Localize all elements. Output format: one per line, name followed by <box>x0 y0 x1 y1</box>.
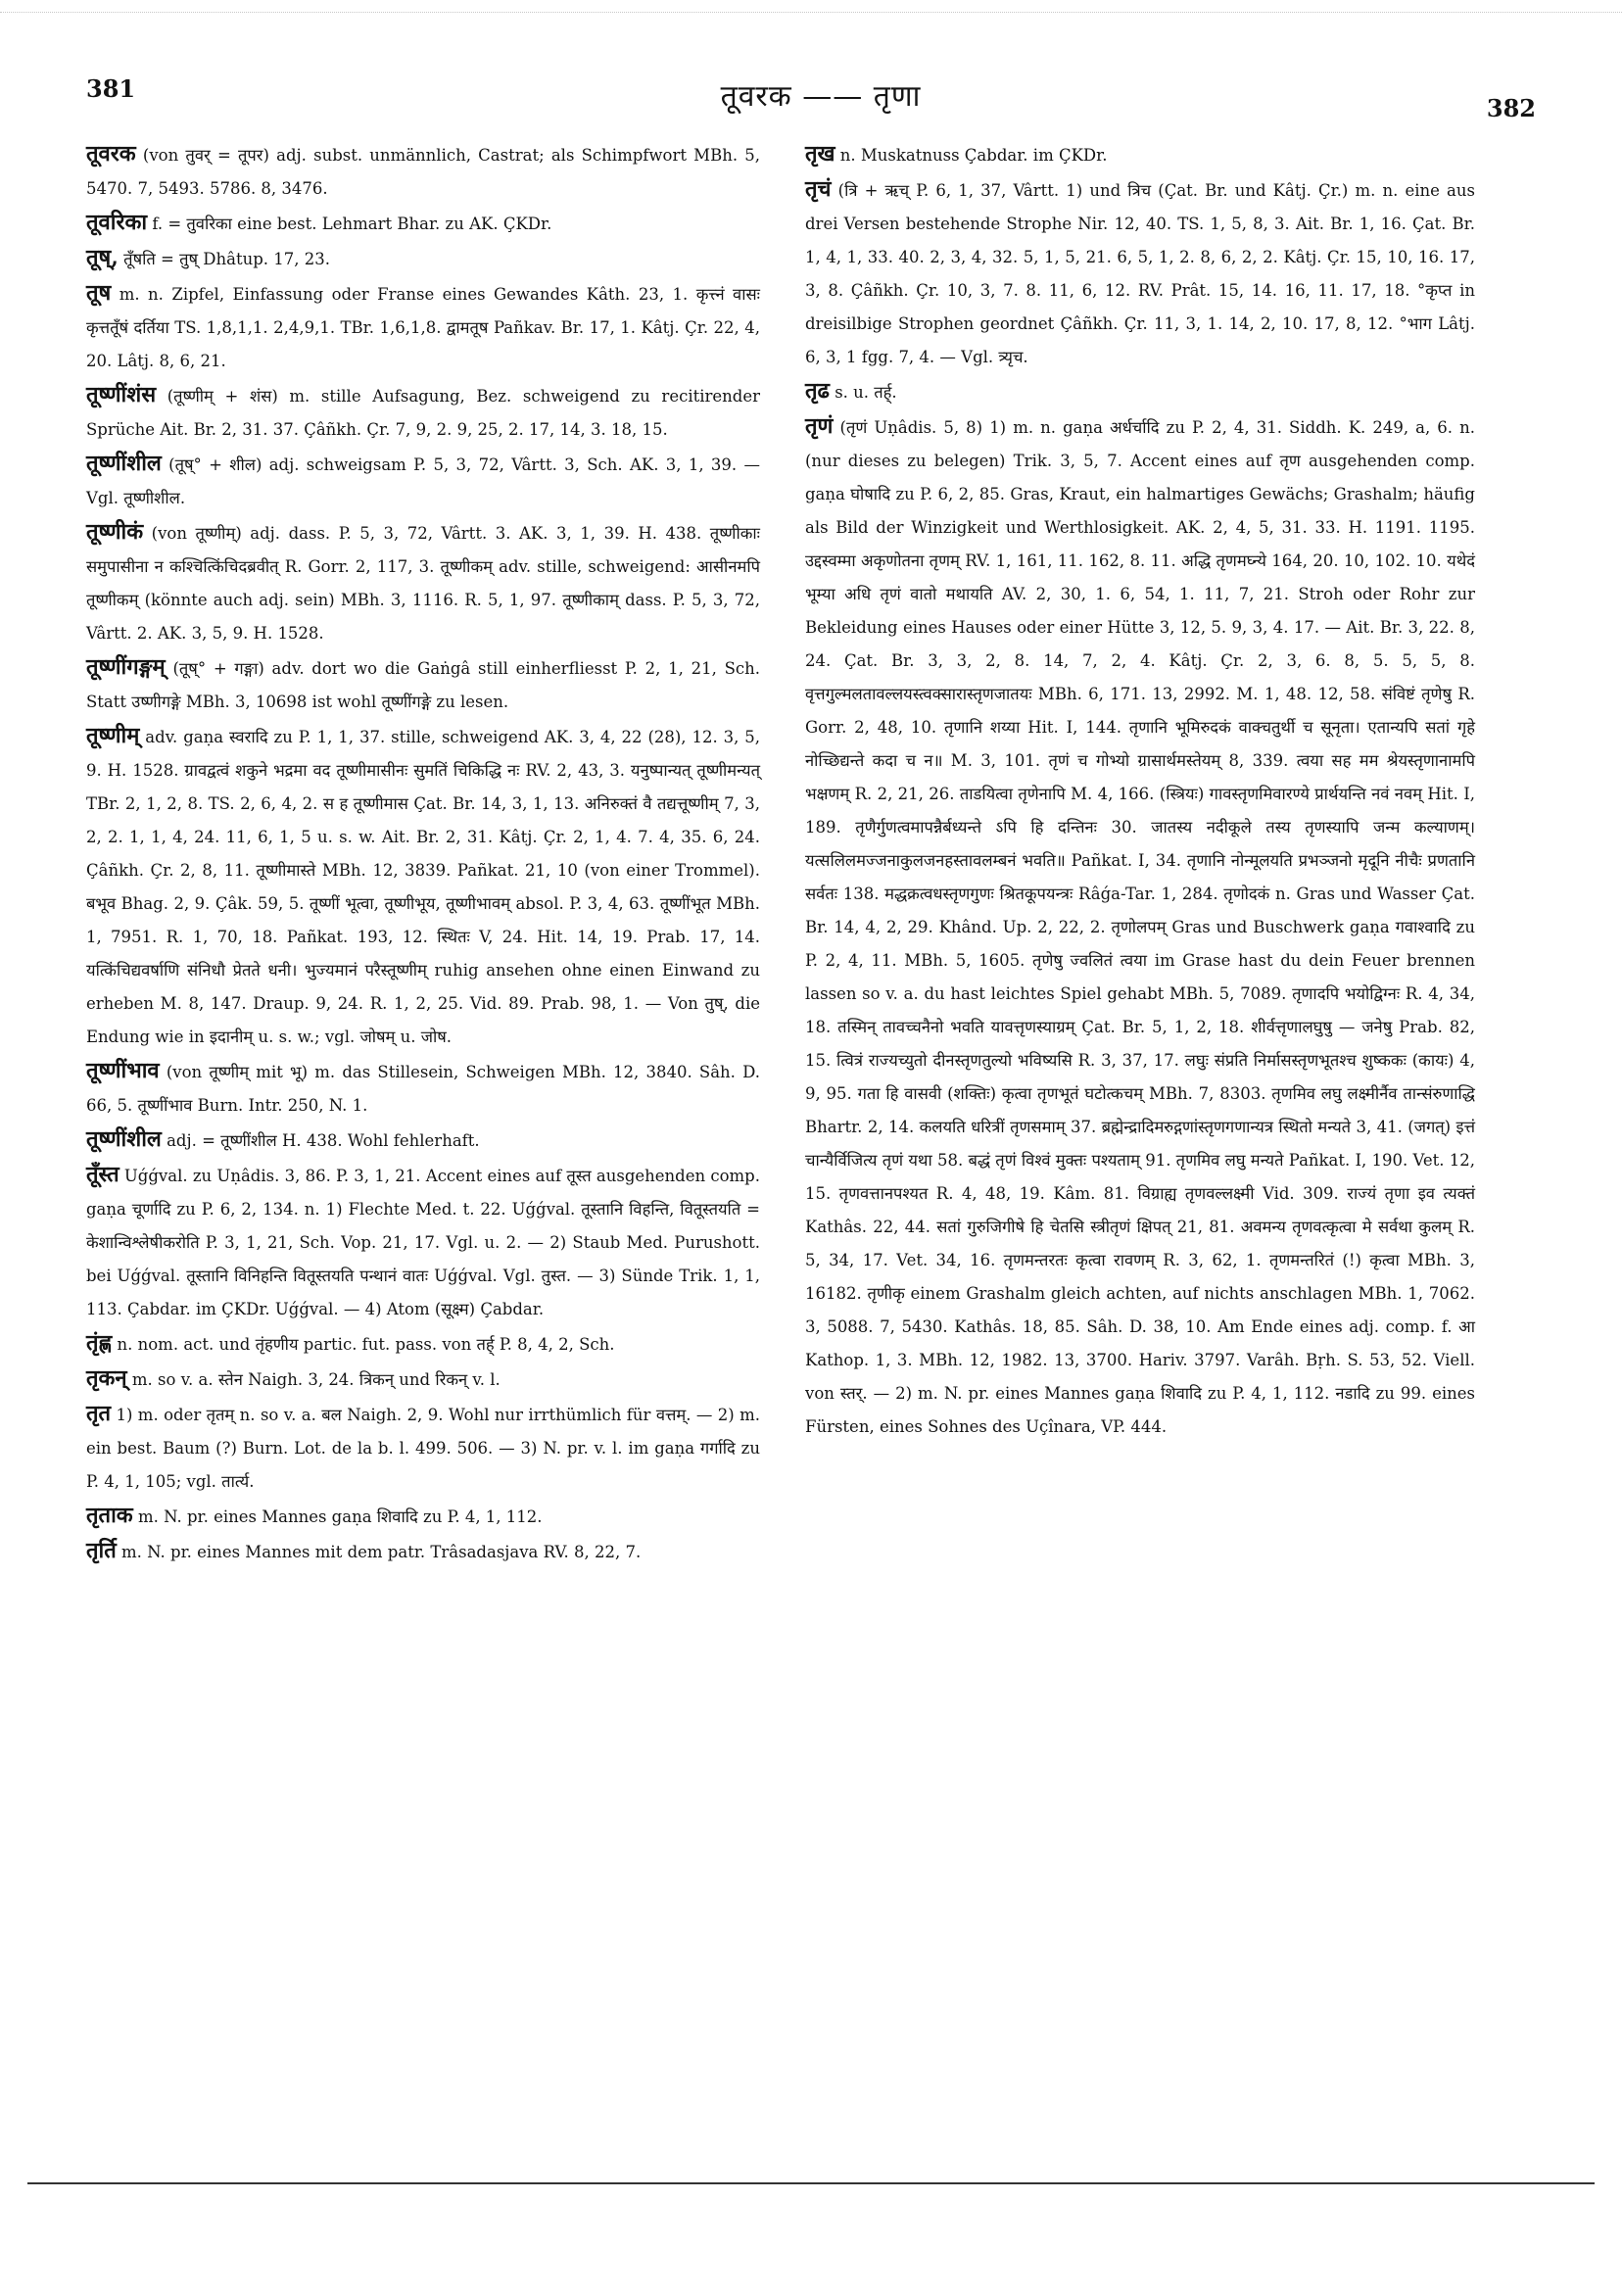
entry-headword: तूष्णीकं <box>86 519 144 545</box>
dictionary-entry <box>86 276 760 378</box>
left-page-number: 381 <box>86 74 136 103</box>
entry-definition: n. nom. act. und तृंहणीय partic. fut. pass. von तर्ह् P. 8, 4, 2, Sch. <box>117 1335 615 1354</box>
entry-headword: तृंह्ण <box>86 1330 113 1356</box>
entry-headword: तूवरिका <box>86 210 148 235</box>
entry-headword: तूष्णींगङ्गम् <box>86 654 166 680</box>
entry-headword: तूष्णींशील <box>86 451 162 476</box>
dictionary-entry <box>86 1054 760 1123</box>
dictionary-entry <box>805 409 1475 1444</box>
dictionary-entry <box>86 719 760 1054</box>
dictionary-entry <box>86 1499 760 1534</box>
dictionary-entry <box>86 1326 760 1362</box>
entry-definition: (तृणं Uṇâdis. 5, 8) 1) m. n. gaṇa अर्धर्चादि zu P. 2, 4, 31. Siddh. K. 249, a, 6. n. (nur dieses zu belegen) Trik. 3, 5, 7. Accent eines auf तृण ausgehenden comp. gaṇa घोषादि zu P. 6, 2, 85. Gras, Kraut, ein halmartiges Gewächs; Grashalm; häufig als Bild der Winzigkeit und Werthlosigkeit. AK. 2, 4, 5, 31. 33. H. 1191. 1195. उद्दस्वम्मा अकृणोतना तृणम् RV. 1, 161, 11. 162, 8. 11. अद्धि तृणमघ्न्ये 164, 20. 10, 102. 10. यथेदं भूम्या अधि तृणं वातो मथायति AV. 2, 30, 1. 6, 54, 1. 11, 7, 21. Stroh oder Rohr zur Bekleidung eines Hauses oder einer Hütte 3, 12, 5. 9, 3, 4. 17. — Ait. Br. 3, 22. 8, 24. Çat. Br. 3, 3, 2, 8. 14, 7, 2, 4. Kâtj. Çr. 2, 3, 6. 8, 5. 5, 5, 8. वृत्तगुल्मलतावल्लयस्त्वक्सारास्तृणजातयः MBh. 6, 171. 13, 2992. M. 1, 48. 12, 58. संविष्टं तृणेषु R. Gorr. 2, 48, 10. तृणानि शय्या Hit. I, 144. तृणानि भूमिरुदकं वाक्चतुर्थी च सूनृता। एतान्यपि सतां गृहे नोच्छिद्यन्ते कदा च न॥ M. 3, 101. तृणं च गोभ्यो ग्रासार्थमस्तेयम् 8, 339. त्वया सह मम श्रेयस्तृणानामपि भक्षणम् R. 2, 21, 26. ताडयित्वा तृणेनापि M. 4, 166. (स्त्रियः) गावस्तृणमिवारण्ये प्रार्थयन्ति नवं नवम् Hit. I, 189. तृणैर्गुणत्वमापन्नैर्बध्यन्ते ऽपि हि दन्तिनः 30. जातस्य नदीकूले तस्य तृणस्यापि जन्म कल्याणम्। यत्सलिलमज्जनाकुलजनहस्तावलम्बनं भवति॥ Pañkat. I, 34. तृणानि नोन्मूलयति प्रभञ्जनो मृदूनि नीचैः प्रणतानि सर्वतः 138. मद्धक्रत्वधस्तृणगुणः श्रितकूपयन्त्रः Râǵa-Tar. 1, 284. तृणोदकं n. Gras und Wasser Çat. Br. 14, 4, 2, 29. Khând. Up. 2, 22, 2. तृणोलपम् Gras und Buschwerk gaṇa गवाश्वादि zu P. 2, 4, 11. MBh. 5, 1605. तृणेषु ज्वलितं त्वया im Grase hast du dein Feuer brennen lassen so v. a. du hast leichtes Spiel gehabt MBh. 5, 7089. तृणादपि भयोद्विग्नः R. 4, 34, 18. तस्मिन् तावच्चनैनो भवति यावत्तृणस्याग्रम् Çat. Br. 5, 1, 2, 18. शीर्वत्तृणालघुषु — जनेषु Prab. 82, 15. त्वित्रं राज्यच्युतो दीनस्तृणतुल्यो भविष्यसि R. 3, 37, 17. लघुः संप्रति निर्मासस्तृणभूतश्च शुष्ककः (कायः) 4, 9, 95. गता हि वासवी (शक्तिः) कृत्वा तृणभूतं घटोत्कचम् MBh. 7, 8303. तृणमिव लघु लक्ष्मीर्नैव तान्संरुणाद्धि Bhartr. 2, 14. कलयति धरित्रीं तृणसमाम् 37. ब्रह्मेन्द्रादिमरुद्गणांस्तृणगणान्यत्र स्थितो मन्यते 3, 41. (जगत्) इत्तं चान्यैर्विजित्य तृणं यथा 58. बद्धं तृणं विश्वं मुक्तः पश्यताम् 91. तृणमिव लघु मन्यते Pañkat. I, 190. Vet. 12, 15. तृणवत्तानपश्यत R. 4, 48, 19. Kâm. 81. विग्राह्य तृणवल्लक्ष्मी Vid. 309. राज्यं तृणा इव त्यक्तं Kathâs. 22, 44. सतां गुरुजिगीषे हि चेतसि स्त्रीतृणं क्षिपत् 21, 81. अवमन्य तृणवत्कृत्वा मे सर्वथा कुलम् R. 5, 34, 17. Vet. 34, 16. तृणमन्तरतः कृत्वा रावणम् R. 3, 62, 1. तृणमन्तरितं (!) कृत्वा MBh. 3, 16182. तृणीकृ einem Grashalm gleich achten, auf nichts anschlagen MBh. 1, 7062. 3, 5088. 7, 5430. Kathâs. 18, 85. Sâh. D. 38, 10. Am Ende eines adj. comp. f. आ Kathop. 1, 3. MBh. 12, 1982. 13, 3700. Hariv. 3797. Varâh. Bṛh. S. 53, 52. Viell. von स्तर्. — 2) m. N. pr. eines Mannes gaṇa शिवादि zu P. 4, 1, 112. नडादि zu 99. eines Fürsten, eines Sohnes des Uçînara, VP. 444. <box>805 418 1476 1436</box>
dictionary-entry <box>86 241 760 276</box>
entry-definition: m. N. pr. eines Mannes gaṇa शिवादि zu P. 4, 1, 112. <box>137 1507 543 1526</box>
entry-definition: 1) m. oder तृतम् n. so v. a. बल Naigh. 2, 9. Wohl nur irrthümlich für वत्तम्. — 2) m. ein best. Baum (?) Burn. Lot. de la b. l. 499. 506. — 3) N. pr. v. l. im gaṇa गर्गादि zu P. 4, 1, 105; vgl. तार्त्य. <box>86 1406 760 1491</box>
entry-headword: तूष्णीम् <box>86 723 140 748</box>
entry-headword: तृख <box>805 141 835 167</box>
dictionary-entry <box>86 447 760 515</box>
entry-definition: m. n. Zipfel, Einfassung oder Franse eines Gewandes Kâth. 23, 1. कृत्त्नं वासः कृत्ततूँषं दर्तिया TS. 1,8,1,1. 2,4,9,1. TBr. 1,6,1,8. द्वामतूष Pañkav. Br. 17, 1. Kâtj. Çr. 22, 4, 20. Lâtj. 8, 6, 21. <box>86 285 760 370</box>
left-column <box>86 137 760 1569</box>
dictionary-entry <box>86 1158 760 1326</box>
entry-headword: तूष्णींशंस <box>86 382 157 407</box>
dictionary-entry <box>86 1397 760 1499</box>
scan-top-edge <box>0 12 1622 13</box>
entry-definition: s. u. तर्ह्. <box>835 383 897 402</box>
bottom-divider <box>27 2182 1595 2184</box>
entry-headword: तृकन् <box>86 1365 127 1391</box>
entry-definition: तूँषति = तुष् Dhâtup. 17, 23. <box>123 250 331 268</box>
entry-definition: Uǵǵval. zu Uṇâdis. 3, 86. P. 3, 1, 21. Accent eines auf तूस्त ausgehenden comp. gaṇa चूर्णादि zu P. 6, 2, 134. n. 1) Flechte Med. t. 22. Uǵǵval. तूस्तानि विहन्ति, वितूस्तयति = केशान्विश्लेषीकरोति P. 3, 1, 21, Sch. Vop. 21, 17. Vgl. u. 2. — 2) Staub Med. Purushott. bei Uǵǵval. तूस्तानि विनिहन्ति वितूस्तयति पन्थानं वातः Uǵǵval. Vgl. तुस्त. — 3) Sünde Trik. 1, 1, 113. Çabdar. im ÇKDr. Uǵǵval. — 4) Atom (सूक्ष्म) Çabdar. <box>86 1167 760 1318</box>
entry-headword: तृर्ति <box>86 1538 117 1563</box>
entry-definition: (von तूष्णीम् mit भू) m. das Stillesein, Schweigen MBh. 12, 3840. Sâh. D. 66, 5. तूष्णींभाव Burn. Intr. 250, N. 1. <box>86 1063 760 1115</box>
entry-headword: तृढ <box>805 378 830 404</box>
entry-definition: n. Muskatnuss Çabdar. im ÇKDr. <box>839 146 1108 165</box>
entry-definition: m. so v. a. स्तेन Naigh. 3, 24. त्रिकन् und रिकन् v. l. <box>131 1370 501 1389</box>
entry-definition: (von तूष्णीम्) adj. dass. P. 5, 3, 72, Vârtt. 3. AK. 3, 1, 39. H. 438. तूष्णीकाः समुपासीना न कश्चित्किंचिदब्रवीत् R. Gorr. 2, 117, 3. तूष्णीकम् adv. stille, schweigend: आसीनमपि तूष्णीकम् (könnte auch adj. sein) MBh. 3, 1116. R. 5, 1, 97. तूष्णीकाम् dass. P. 5, 3, 72, Vârtt. 2. AK. 3, 5, 9. H. 1528. <box>86 524 760 643</box>
entry-definition: adv. gaṇa स्वरादि zu P. 1, 1, 37. stille, schweigend AK. 3, 4, 22 (28), 12. 3, 5, 9. H. 1528. ग्रावद्वत्वं शकुने भद्रमा वद तूष्णीमासीनः सुमतिं चिकिद्धि नः RV. 2, 43, 3. यनुष्पान्यत् तूष्णीमन्यत् TBr. 2, 1, 2, 8. TS. 2, 6, 4, 2. स ह तूष्णीमास Çat. Br. 14, 3, 1, 13. अनिरुक्तं वै तद्यत्तूष्णीम् 7, 3, 2, 2. 1, 1, 4, 24. 11, 6, 1, 5 u. s. w. Ait. Br. 2, 31. Kâtj. Çr. 2, 1, 4. 7. 4, 35. 6, 24. Çâñkh. Çr. 2, 8, 11. तूष्णीमास्ते MBh. 12, 3839. Pañkat. 21, 10 (von einer Trommel). बभूव Bhag. 2, 9. Çâk. 59, 5. तूष्णीं भूत्वा, तूष्णीभूय, तूष्णीभावम् absol. P. 3, 4, 63. तूष्णींभूत MBh. 1, 7951. R. 1, 70, 18. Pañkat. 193, 12. स्थितः V, 24. Hit. 14, 19. Prab. 17, 14. यत्किंचिद्यवर्षाणि संनिधौ प्रेतते धनी। भुज्यमानं परैस्तूष्णीम् ruhig ansehen ohne einen Einwand zu erheben M. 8, 147. Draup. 9, 24. R. 1, 2, 25. Vid. 89. Prab. 98, 1. — Von तुष्, die Endung wie in इदानीम् u. s. w.; vgl. जोषम् u. जोष. <box>86 728 760 1046</box>
entry-definition: (तूष्° + शील) adj. schweigsam P. 5, 3, 72, Vârtt. 3, Sch. AK. 3, 1, 39. — Vgl. तूष्णीशील. <box>86 455 761 507</box>
running-title: तूवरक —— तृणा <box>720 79 922 114</box>
dictionary-entry <box>805 172 1475 374</box>
entry-headword: तृणं <box>805 413 834 439</box>
entry-headword: तृत <box>86 1401 112 1426</box>
right-page-number: 382 <box>1486 94 1536 122</box>
dictionary-entry <box>86 650 760 719</box>
entry-definition: (तूष्णीम् + शंस) m. stille Aufsagung, Bez. schweigend zu recitirender Sprüche Ait. Br. 2, 31. 37. Çâñkh. Çr. 7, 9, 2. 9, 25, 2. 17, 14, 3. 18, 15. <box>86 387 760 439</box>
entry-definition: f. = तुवरिका eine best. Lehmart Bhar. zu AK. ÇKDr. <box>152 215 552 233</box>
entry-definition: m. N. pr. eines Mannes mit dem patr. Trâsadasjava RV. 8, 22, 7. <box>121 1543 642 1561</box>
entry-definition: (von तुवर् = तूपर) adj. subst. unmännlich, Castrat; als Schimpfwort MBh. 5, 5470. 7, 5493. 5786. 8, 3476. <box>86 146 761 198</box>
dictionary-entry <box>805 137 1475 172</box>
entry-definition: (तूष्° + गङ्गा) adv. dort wo die Gaṅgâ still einherfliesst P. 2, 1, 21, Sch. Statt उष्णीगङ्गे MBh. 3, 10698 ist wohl तूष्णींगङ्गे zu lesen. <box>86 659 760 711</box>
entry-definition: adj. = तूष्णींशील H. 438. Wohl fehlerhaft. <box>167 1131 480 1150</box>
right-column <box>805 137 1475 1444</box>
entry-headword: तूष्, <box>86 245 119 270</box>
entry-headword: तूष्णींभाव <box>86 1058 160 1083</box>
entry-headword: तूष्णींशील <box>86 1126 162 1152</box>
dictionary-entry <box>86 137 760 206</box>
dictionary-entry <box>86 1534 760 1569</box>
entry-headword: तृचं <box>805 176 832 202</box>
page-header <box>86 67 1536 122</box>
dictionary-entry <box>86 378 760 447</box>
dictionary-entry <box>86 1362 760 1397</box>
entry-headword: तूष <box>86 280 112 306</box>
dictionary-entry <box>86 1123 760 1158</box>
entry-headword: तूँस्त <box>86 1162 119 1187</box>
dictionary-entry <box>86 206 760 241</box>
entry-definition: (त्रि + ऋच् P. 6, 1, 37, Vârtt. 1) und त्रिच (Çat. Br. und Kâtj. Çr.) m. n. eine aus drei Versen bestehende Strophe Nir. 12, 40. TS. 1, 5, 8, 3. Ait. Br. 1, 16. Çat. Br. 1, 4, 1, 33. 40. 2, 3, 4, 32. 5, 1, 5, 21. 6, 5, 1, 2. 8, 6, 2, 2. Kâtj. Çr. 15, 10, 16. 17, 3, 8. Çâñkh. Çr. 10, 3, 7. 8. 11, 6, 12. RV. Prât. 15, 14. 16, 11. 17, 18. °कृप्त in dreisilbige Strophen geordnet Çâñkh. Çr. 11, 3, 1. 14, 2, 10. 17, 8, 12. °भाग Lâtj. 6, 3, 1 fgg. 7, 4. — Vgl. त्र्यृच. <box>805 181 1475 366</box>
dictionary-entry <box>805 374 1475 409</box>
entry-headword: तूवरक <box>86 141 136 167</box>
dictionary-entry <box>86 515 760 650</box>
entry-headword: तृताक <box>86 1503 133 1528</box>
